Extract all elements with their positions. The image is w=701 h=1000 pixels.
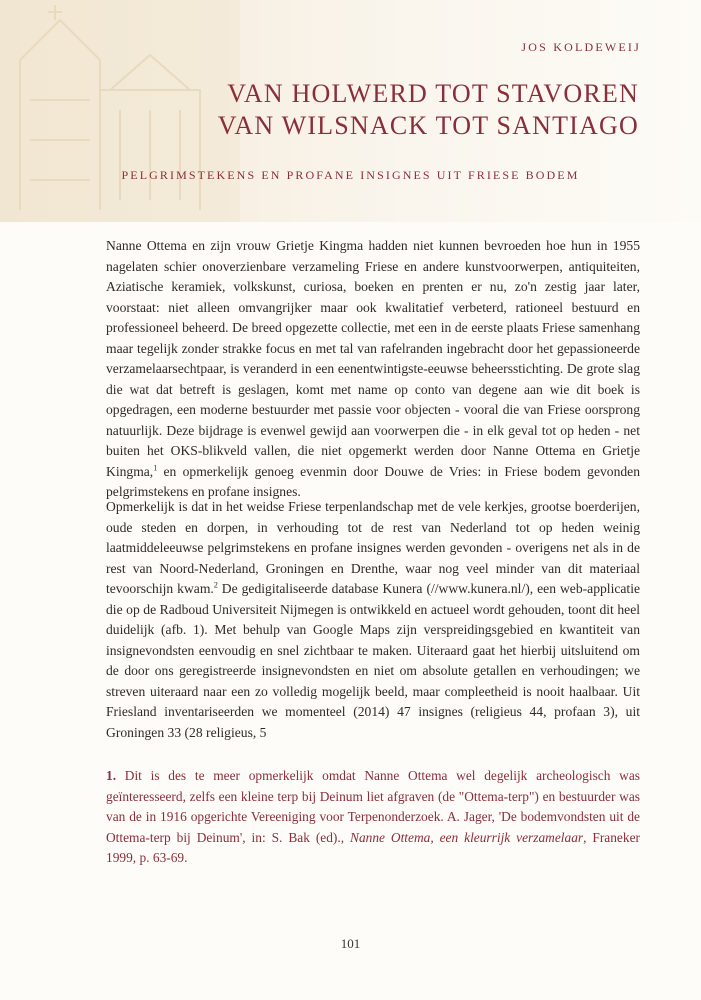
footnote-number: 1. <box>106 768 117 783</box>
title-line-2: VAN WILSNACK TOT SANTIAGO <box>217 111 639 140</box>
article-title <box>218 78 639 142</box>
footnote-1 <box>106 766 640 869</box>
page-number: 101 <box>340 936 361 951</box>
faded-church-illustration <box>0 0 240 222</box>
footnote-ref-1: 1 <box>153 462 158 472</box>
paragraph-1-text-a: Nanne Ottema en zijn vrouw Grietje Kingma hadden niet kunnen bevroeden hoe hun in 1955 nagelaten schier onoverzienbare verzameling Friese en andere kunstvoorwerpen, antiquiteiten, Aziatische keramiek, volkskunst, curiosa, boeken en prenten er nu, zo'n zestig jaar later, voorstaat: niet alleen omvangrijker maar ook kwalitatief verbeterd, rationeel bestuurd en professioneel beheerd. De breed opgezette collectie, met een in de eerste plaats Friese samenhang maar tegelijk zonder strakke focus en met tal van rafelranden ingebracht door het gepassioneerde verzamelaarsechtpaar, is veranderd in een eenentwintigste-eeuwse beheersstichting. De grote slag die wat dat betreft is geslagen, komt met name op conto van degene aan wie dit boek is opgedragen, een moderne bestuurder met passie voor objecten - vooral die van Friese oorsprong natuurlijk. Deze bijdrage is evenwel gewijd aan voorwerpen die - in elk geval tot op heden - net buiten het OKS-blikveld vallen, die niet opgemerkt werden door Nanne Ottema en Grietje Kingma, <box>106 238 640 479</box>
paragraph-2-text-b: De gedigitaliseerde database Kunera (//www.kunera.nl/), een web-applicatie die op de Radboud Universiteit Nijmegen is ontwikkeld en actueel wordt gehouden, toont dit heel duidelijk (afb. 1). Met behulp van Google Maps zijn verspreidingsgebied en kwantiteit van insignevondsten eenvoudig en snel zichtbaar te maken. Uiteraard gaat het hierbij uitsluitend om de door ons geregistreerde insignevondsten en niet om absolute getallen en verhoudingen; we streven uiteraard naar een zo volledig mogelijk beeld, maar compleetheid is nooit haalbaar. Uit Friesland inventariseerden we momenteel (2014) 47 insignes (religieus 44, profaan 3), uit Groningen 33 (28 religieus, 5 <box>106 581 641 740</box>
author-name: JOS KOLDEWEIJ <box>521 40 641 54</box>
paragraph-2-text-a: Opmerkelijk is dat in het weidse Friese terpenlandschap met de vele kerkjes, grootse boerderijen, oude steden en dorpen, in verhouding tot de rest van Nederland tot op heden weinig laatmiddeleeuwse pelgrimstekens en profane insignes werden gevonden - overigens net als in de rest van Noord-Nederland, Groningen en Drenthe, waar nog veel minder van dit materiaal tevoorschijn kwam. <box>106 499 640 596</box>
footnote-text-b: , Franeker 1999, p. 63-69. <box>106 829 640 865</box>
article-subtitle: PELGRIMSTEKENS EN PROFANE INSIGNES UIT FRIESE BODEM <box>121 168 580 182</box>
footnote-ref-2: 2 <box>213 580 218 590</box>
title-line-1: VAN HOLWERD TOT STAVOREN <box>227 79 639 108</box>
paragraph-1-text-b: en opmerkelijk genoeg evenmin door Douwe de Vries: in Friese bodem gevonden pelgrimstekens en profane insignes. <box>106 463 640 499</box>
body-paragraph-2 <box>106 497 640 743</box>
footnote-text-a: Dit is des te meer opmerkelijk omdat Nanne Ottema wel degelijk archeologisch was geïnteresseerd, zelfs een kleine terp bij Deinum liet afgraven (de "Ottema-terp") en bestuurder was van de in 1916 opgerichte Vereeniging voor Terpenonderzoek. A. Jager, 'De bodemvondsten uit de Ottema-terp bij Deinum', in: S. Bak (ed)., <box>106 768 640 845</box>
body-paragraph-1 <box>106 236 640 503</box>
footnote-book-title: Nanne Ottema, een kleurrijk verzamelaar <box>350 829 584 845</box>
